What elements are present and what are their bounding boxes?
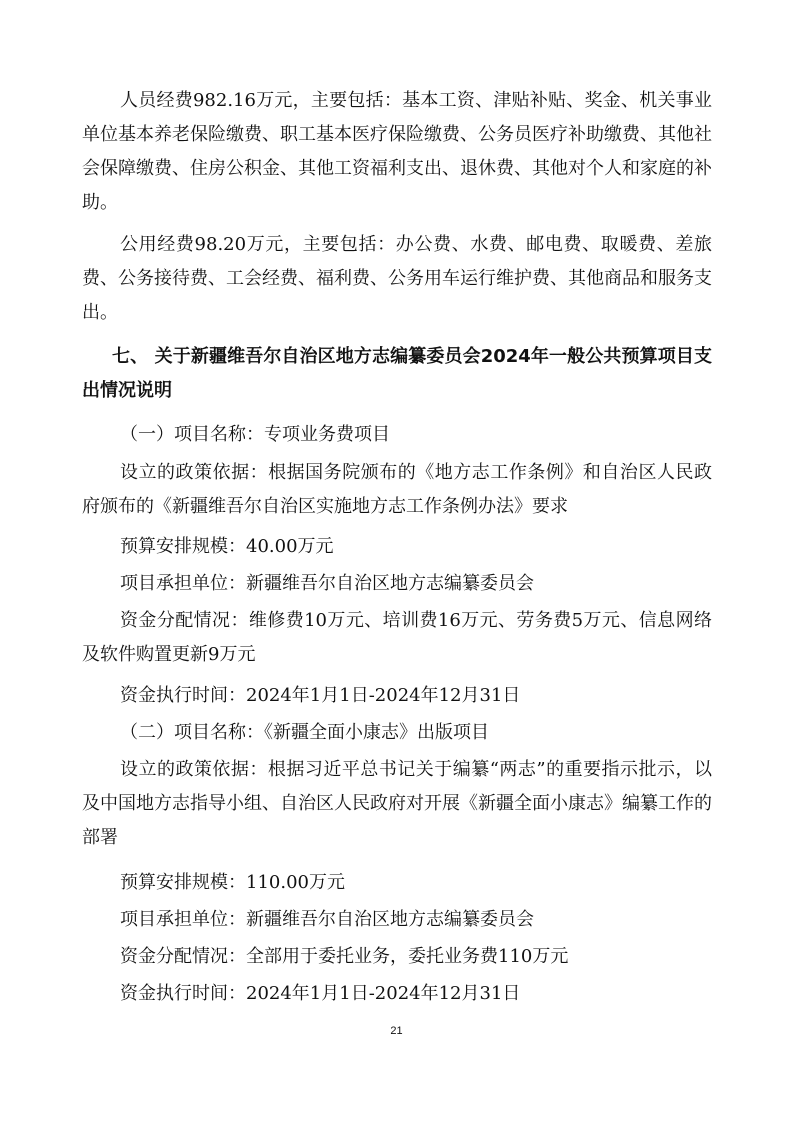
project-1-execution-time: 资金执行时间：2024年1月1日-2024年12月31日 [120, 685, 521, 706]
section-heading: 七、 关于新疆维吾尔自治区地方志编纂委员会2024年一般公共预算项目支出情况说明 [82, 346, 712, 401]
project-1-budget-scale: 预算安排规模：40.00万元 [120, 536, 334, 557]
project-1-fund-allocation: 资金分配情况：维修费10万元、培训费16万元、劳务费5万元、信息网络及软件购置更新9万元 [82, 610, 712, 665]
project-2-execution-time: 资金执行时间：2024年1月1日-2024年12月31日 [120, 983, 521, 1004]
project-1-undertaking-unit: 项目承担单位：新疆维吾尔自治区地方志编纂委员会 [120, 573, 534, 594]
project-2-name: （二）项目名称：《新疆全面小康志》出版项目 [120, 722, 489, 743]
project-2-policy-basis: 设立的政策依据：根据习近平总书记关于编纂“两志”的重要指示批示，以及中国地方志指导小组、自治区人民政府对开展《新疆全面小康志》编纂工作的部署 [82, 759, 712, 848]
project-1-policy-basis: 设立的政策依据：根据国务院颁布的《地方志工作条例》和自治区人民政府颁布的《新疆维吾尔自治区实施地方志工作条例办法》要求 [82, 462, 712, 517]
project-2-fund-allocation: 资金分配情况：全部用于委托业务，委托业务费110万元 [120, 946, 569, 967]
project-1-name: （一）项目名称：专项业务费项目 [120, 424, 390, 445]
project-2-undertaking-unit: 项目承担单位：新疆维吾尔自治区地方志编纂委员会 [120, 909, 534, 930]
personnel-expense-paragraph: 人员经费982.16万元，主要包括：基本工资、津贴补贴、奖金、机关事业单位基本养老保险缴费、职工基本医疗保险缴费、公务员医疗补助缴费、其他社会保障缴费、住房公积金、其他工资福利支出、退休费、其他对个人和家庭的补助。 [82, 90, 712, 213]
project-2-budget-scale: 预算安排规模：110.00万元 [120, 872, 345, 893]
page-number: 21 [390, 1025, 403, 1037]
public-expense-paragraph: 公用经费98.20万元，主要包括：办公费、水费、邮电费、取暖费、差旅费、公务接待费、工会经费、福利费、公务用车运行维护费、其他商品和服务支出。 [82, 234, 712, 323]
